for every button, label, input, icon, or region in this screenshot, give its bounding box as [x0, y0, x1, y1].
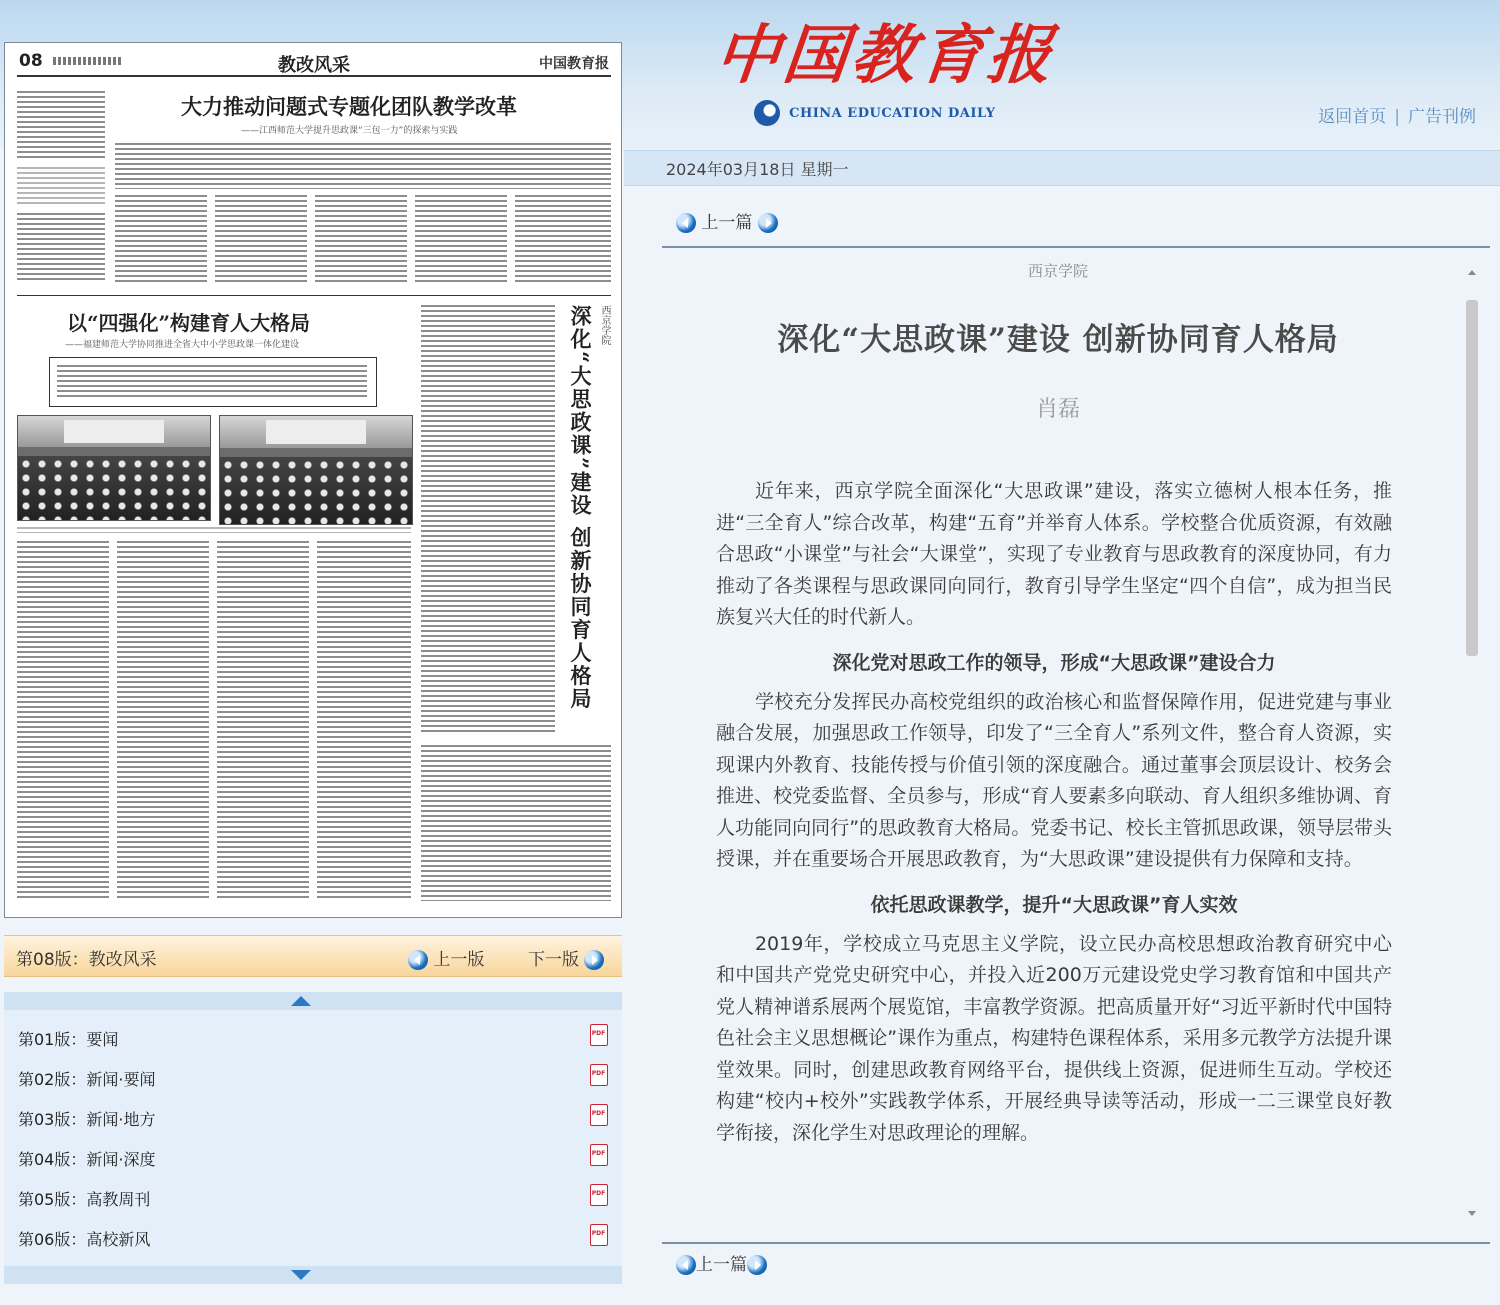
article-text-block [421, 745, 611, 901]
article-top-rule [662, 246, 1490, 248]
page-number: 08 [19, 51, 43, 71]
conference-photo-2[interactable] [219, 415, 413, 525]
pdf-icon[interactable] [590, 1024, 608, 1046]
photo-caption [17, 527, 411, 533]
article-text-block [115, 143, 611, 189]
prev-article-nav-bottom[interactable] [676, 1250, 767, 1275]
article-author: 肖磊 [1035, 397, 1080, 422]
edition-link[interactable]: 第05版：高教周刊 [18, 1190, 151, 1209]
article-text-block [17, 541, 109, 901]
article-text-block [17, 213, 105, 283]
edition-item[interactable] [4, 1056, 622, 1096]
newspaper-logo[interactable]: 中国教育报 [711, 18, 1060, 93]
home-link[interactable]: 返回首页 [1318, 107, 1387, 127]
date-bar [624, 150, 1500, 186]
prev-article-nav-top[interactable] [676, 208, 778, 233]
pdf-icon[interactable] [590, 1224, 608, 1246]
section-divider [17, 295, 611, 296]
scroll-up-arrow-icon[interactable] [1468, 270, 1476, 275]
edition-link[interactable]: 第03版：新闻·地方 [18, 1110, 156, 1129]
vertical-headline[interactable]: 深化“大思政课”建设 创新协同育人格局 [568, 305, 593, 711]
scroll-down-arrow-icon[interactable] [1468, 1211, 1476, 1216]
edition-item[interactable] [4, 1016, 622, 1056]
pdf-icon[interactable] [590, 1144, 608, 1166]
article-body [716, 476, 1392, 1163]
ad-rates-link[interactable]: 广告刊例 [1408, 107, 1476, 127]
edition-item[interactable] [4, 1176, 622, 1216]
scroll-down-icon [291, 1270, 311, 1280]
headline-2[interactable]: 以“四强化”构建育人大格局 [67, 311, 311, 335]
issue-date: 2024年03月18日 星期一 [666, 160, 849, 179]
prev-article-label: 上一篇 [701, 213, 753, 233]
article-text-block [515, 195, 611, 283]
page-navigation-bar [4, 935, 622, 977]
paragraph: 近年来，西京学院全面深化“大思政课”建设，落实立德树人根本任务，推进“三全育人”综合改革，构建“五育”并举育人体系。学校整合优质资源，有效融合思政“小课堂”与社会“大课堂”，实现了专业教育与思政教育的深度协同，有力推动了各类课程与思政课同向同行，教育引导学生坚定“四个自信”，成为担当民族复兴大任的时代新人。 [716, 480, 1392, 628]
prev-article-icon [676, 1255, 696, 1275]
subline-1: ——江西师范大学提升思政课“三包一力”的探索与实践 [241, 126, 458, 136]
article-text-block [17, 167, 105, 207]
article-text-block [317, 541, 411, 901]
pdf-icon[interactable] [590, 1104, 608, 1126]
headline-1[interactable]: 大力推动问题式专题化团队教学改革 [181, 94, 517, 119]
edition-scroll-up[interactable] [4, 992, 622, 1010]
prev-article-label: 上一篇 [696, 1255, 747, 1275]
next-page-label: 下一版 [528, 950, 579, 970]
edition-link[interactable]: 第06版：高校新风 [18, 1230, 151, 1249]
article-text-block [217, 541, 309, 901]
article-text-block [17, 91, 105, 159]
subheading: 依托思政课教学，提升“大思政课”育人实效 [870, 893, 1238, 916]
next-article-icon[interactable] [747, 1255, 767, 1275]
prev-page-label: 上一版 [433, 950, 485, 970]
page-brand: 中国教育报 [539, 56, 609, 72]
edition-item[interactable] [4, 1096, 622, 1136]
article-title: 深化“大思政课”建设 创新协同育人格局 [777, 322, 1339, 358]
pdf-icon[interactable] [590, 1184, 608, 1206]
prev-page-button[interactable] [408, 945, 484, 970]
edition-link[interactable]: 第04版：新闻·深度 [18, 1150, 156, 1169]
current-page-label[interactable]: 第08版：教改风采 [16, 950, 157, 970]
article-text-block [115, 195, 207, 283]
article-bottom-rule [662, 1242, 1490, 1244]
prev-arrow-icon [408, 950, 428, 970]
page-header [17, 49, 611, 77]
edition-item[interactable] [4, 1136, 622, 1176]
pdf-icon[interactable] [590, 1064, 608, 1086]
next-article-icon[interactable] [758, 213, 778, 233]
top-links: 返回首页 | 广告刊例 [1318, 107, 1476, 127]
article-text-block [117, 541, 209, 901]
edition-list [4, 992, 622, 1284]
english-name: CHINA EDUCATION DAILY [789, 105, 996, 121]
next-page-button[interactable] [528, 945, 604, 970]
article-scrollbar[interactable] [1466, 270, 1480, 1226]
edition-item[interactable] [4, 1216, 622, 1256]
summary-text [57, 365, 367, 397]
vertical-unit: 西京学院 [599, 305, 610, 345]
article-text-block [421, 305, 555, 735]
paragraph: 学校充分发挥民办高校党组织的政治核心和监督保障作用，促进党建与事业融合发展，加强思政工作领导，印发了“三全育人”系列文件，整合育人资源，实现课内外教育、技能传授与价值引领的深度融合。通过董事会顶层设计、校务会推进、校党委监督、全员参与，形成“育人要素多向联动、育人组织多维协调、育人功能同向同行”的思政教育大格局。党委书记、校长主管抓思政课，领导层带头授课，并在重要场合开展思政教育，为“大思政课”建设提供有力保障和支持。 [716, 690, 1392, 870]
article-unit: 西京学院 [1027, 262, 1088, 280]
article-text-block [315, 195, 407, 283]
conference-photo-1[interactable] [17, 415, 211, 521]
prev-article-icon [676, 213, 696, 233]
edition-link[interactable]: 第02版：新闻·要闻 [18, 1070, 156, 1089]
paragraph: 2019年，学校成立马克思主义学院，设立民办高校思想政治教育研究中心和中国共产党党史研究中心，并投入近200万元建设党史学习教育馆和中国共产党人精神谱系展两个展览馆，丰富教学资源。把高质量开好“习近平新时代中国特色社会主义思想概论”课作为重点，构建特色课程体系，采用多元教学方法提升课堂效果。同时，创建思政教育网络平台，提供线上资源，促进师生互动。学校还构建“校内+校外”实践教学体系，开展经典导读等活动，形成一二三课堂良好教学衔接，深化学生对思政理论的理解。 [716, 932, 1392, 1144]
subheading: 深化党对思政工作的领导，形成“大思政课”建设合力 [832, 651, 1276, 674]
subline-2: ——福建师范大学协同推进全省大中小学思政课一体化建设 [65, 340, 300, 350]
scroll-thumb[interactable] [1466, 300, 1478, 656]
edition-link[interactable]: 第01版：要闻 [18, 1030, 119, 1049]
ced-emblem-icon [754, 100, 780, 126]
left-column [2, 0, 622, 1305]
newspaper-page-thumbnail[interactable] [4, 42, 622, 918]
article-text-block [415, 195, 507, 283]
article-panel [662, 254, 1480, 1238]
article-text-block [215, 195, 307, 283]
edition-scroll-down[interactable] [4, 1266, 622, 1284]
next-arrow-icon [584, 950, 604, 970]
english-name-row [754, 100, 996, 126]
page-section-title: 教改风采 [278, 55, 350, 76]
scroll-up-icon [291, 996, 311, 1006]
